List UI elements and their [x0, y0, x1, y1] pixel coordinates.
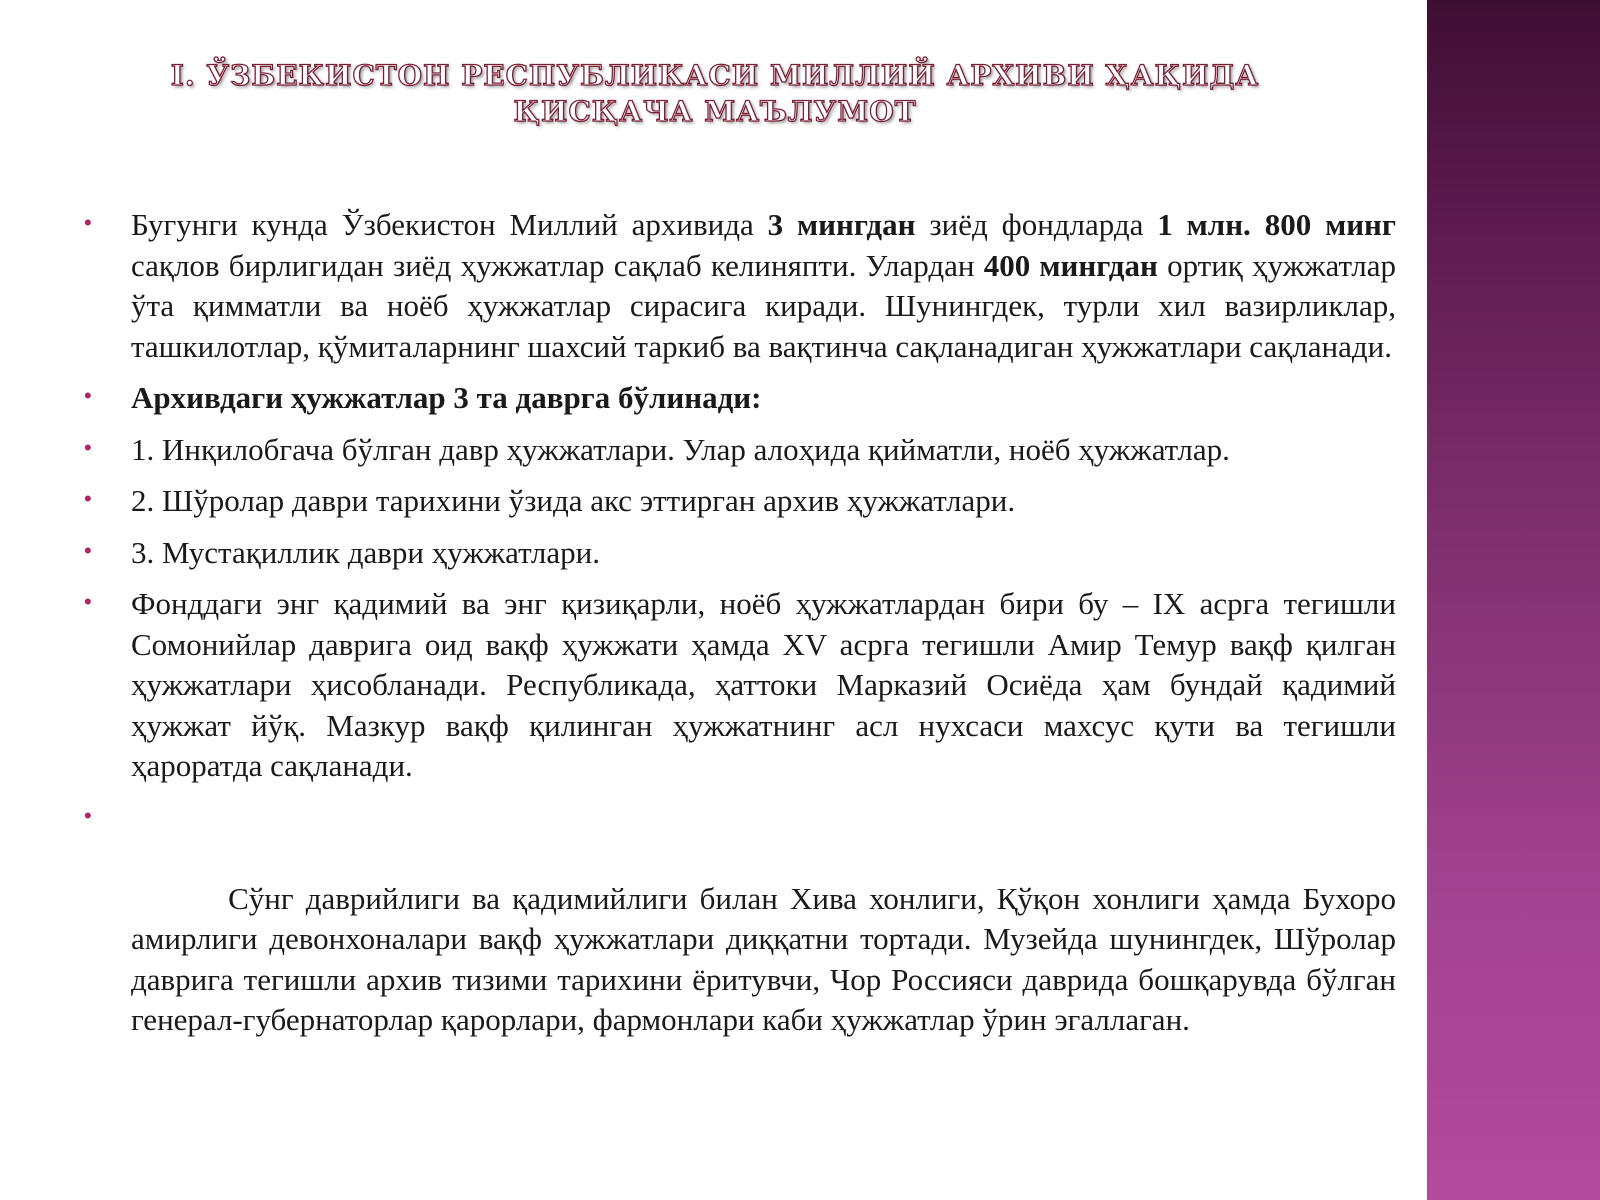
text-segment: Бугунги кунда Ўзбекистон Миллий архивида	[131, 207, 768, 242]
bullet-icon: •	[84, 383, 92, 408]
decorative-side-band	[1427, 0, 1600, 1200]
text-segment: сақлов бирлигидан зиёд ҳужжатлар сақлаб келиняпти. Улардан	[131, 247, 984, 283]
slide-title: I. ЎЗБЕКИСТОН РЕСПУБЛИКАСИ МИЛЛИЙ АРХИВИ ҲАҚИДА ҚИСҚАЧА МАЪЛУМОТ	[170, 59, 1260, 128]
bullet-icon: •	[84, 210, 92, 235]
periods-heading-text: Архивдаги ҳужжатлар 3 та даврга бўлинади:	[131, 380, 762, 415]
bullet-icon: •	[84, 486, 92, 511]
period-1-text: 1. Инқилобгача бўлган давр ҳужжатлари. Улар алоҳида қийматли, ноёб ҳужжатлар.	[131, 431, 1230, 467]
period-2-text: 2. Шўролар даври тарихини ўзида акс эттирган архив ҳужжатлари.	[131, 483, 1016, 518]
bold-segment: 1 млн. 800 минг	[1157, 207, 1396, 242]
text-segment: ортиқ ҳужжатлар ўта қимматли ва ноёб ҳужжатлар сирасига киради. Шунингдек, турли хил вазирликлар, ташкилотлар, қўмиталарнинг шахсий таркиб ва вақтинча сақланадиган ҳужжатлари сақланади.	[131, 247, 1396, 364]
paragraph-period-1	[78, 430, 1396, 471]
text-segment: зиёд фондларда	[915, 207, 1158, 242]
bullet-icon: •	[84, 537, 92, 563]
paragraph-periods-heading	[78, 378, 1396, 419]
bullet-icon: •	[84, 589, 92, 614]
paragraph-khanate-documents	[78, 798, 1404, 1082]
paragraph-period-3	[78, 533, 1396, 574]
paragraph-period-2	[78, 481, 1396, 522]
bullet-icon: •	[84, 434, 92, 460]
paragraph-ancient-documents	[78, 584, 1396, 787]
ancient-documents-text: Фонддаги энг қадимий ва энг қизиқарли, ноёб ҳужжатлардан бири бу – IX асрга тегишли Сомонийлар даврига оид вақф ҳужжати ҳамда XV асрга тегишли Амир Темур вақф қилган ҳужжатлари ҳисобланади. Республикада, ҳаттоки Марказий Осиёда ҳам бундай қадимий ҳужжат йўқ. Мазкур вақф қилинган ҳужжатнинг асл нухсаси махсус қути ва тегишли ҳароратда сақланади.	[131, 586, 1396, 783]
bold-segment: 400 мингдан	[983, 247, 1158, 283]
khanate-documents-text: Сўнг даврийлиги ва қадимийлиги билан Хива хонлиги, Қўқон хонлиги ҳамда Бухоро амирлиги девонхоналари вақф ҳужжатлари диққатни тортади. Музейда шунингдек, Шўролар даврига тегишли архив тизими тарихини ёритувчи, Чор Россияси даврида бошқарувда бўлган генерал-губернаторлар қарорлари, фармонлари каби ҳужжатлар ўрин эгаллаган.	[131, 880, 1404, 1037]
paragraph-archive-holdings	[78, 205, 1396, 367]
slide-content	[78, 205, 1404, 1092]
bold-segment: 3 мингдан	[767, 207, 916, 242]
bullet-icon: •	[84, 802, 92, 828]
period-3-text: 3. Мустақиллик даври ҳужжатлари.	[131, 534, 600, 570]
